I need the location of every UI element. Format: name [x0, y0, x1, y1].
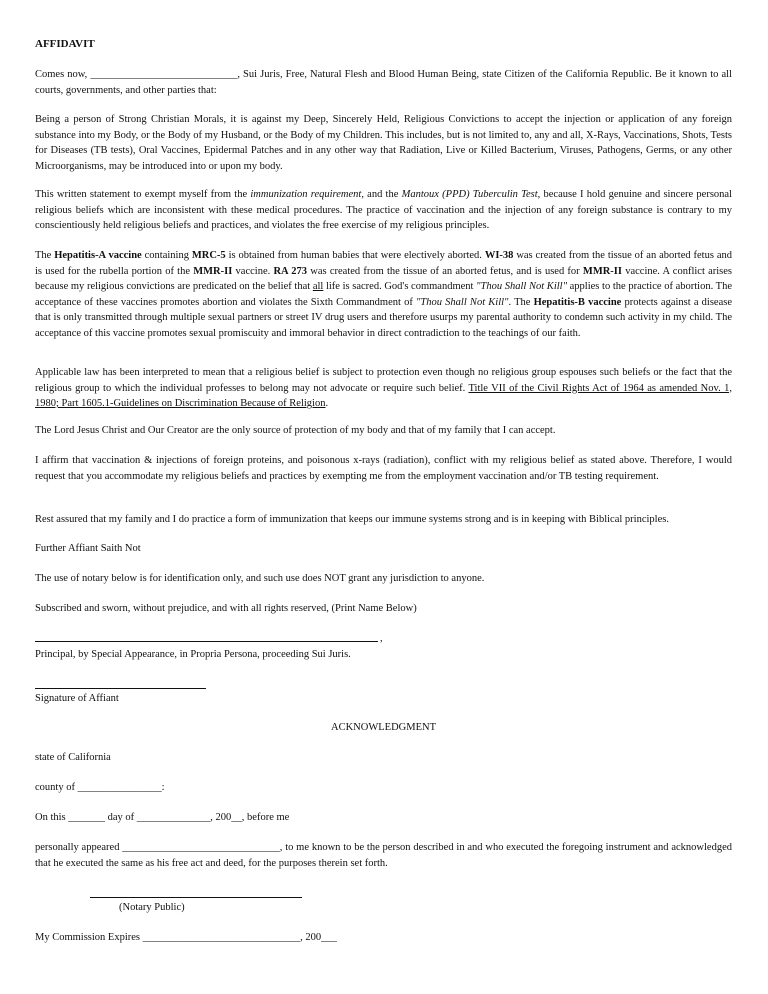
acknowledgment-heading: ACKNOWLEDGMENT [331, 722, 436, 733]
bold-mmr2: MMR-II [193, 265, 233, 277]
on-this-line: On this _______ day of ______________, 200__, before me [35, 812, 290, 823]
text: The [35, 250, 55, 261]
text: was created from the tissue of an aborted fetus and is used for the rubella portion of the [35, 250, 732, 277]
print-name-line [35, 641, 378, 642]
paragraph-vaccine-objection [35, 248, 732, 341]
text: vaccine. [232, 265, 274, 277]
text: Applicable law has been interpreted to mean that a religious belief is subject to protection even though no religious group espouses such beliefs or the fact that the religious group to which the individual professes to belong may not advocate or require such belief. [35, 367, 732, 394]
bold-ra273: RA 273 [273, 265, 308, 277]
text: applies to the practice of abortion. The acceptance of these vaccines promotes abortion and violates the Sixth Commandment of [35, 281, 732, 308]
bold-hepatitis-a: Hepatitis-A vaccine [54, 250, 142, 261]
bold-hepatitis-b: Hepatitis-B vaccine [533, 296, 622, 308]
paragraph-exemption-statement [35, 187, 732, 234]
paragraph-comes-now [35, 67, 732, 98]
text: . The [508, 296, 534, 308]
paragraph-notary-use: The use of notary below is for identification only, and such use does NOT grant any jurisdiction to anyone. [35, 573, 485, 584]
text: life is sacred. God's commandment [323, 281, 477, 292]
bold-mmr2: MMR-II [582, 265, 622, 277]
paragraph-subscribed: Subscribed and sworn, without prejudice, and with all rights reserved, (Print Name Below) [35, 603, 417, 614]
bold-mrc5: MRC-5 [191, 250, 226, 261]
underlined-all: all [312, 281, 324, 292]
further-affiant: Further Affiant Saith Not [35, 543, 141, 554]
underlined-title-vii-citation: Title VII of the Civil Rights Act of 1964 as amended Nov. 1, 1980; Part 1605.1-Guidelines on Discrimination Because of Religion [35, 382, 732, 409]
commission-expires-line: My Commission Expires ______________________________, 200___ [35, 932, 337, 943]
paragraph-lord-jesus: The Lord Jesus Christ and Our Creator are the only source of protection of my body and that of my family that I can accept. [35, 425, 556, 436]
state-line: state of California [35, 752, 111, 763]
comma: , [380, 633, 383, 644]
text: protects against a disease that is only transmitted through multiple sexual partners or street IV drug users and therefore usurps my parental authority to condemn such activity in my child. The acceptance of this vaccine promotes sexual promiscuity and immoral behavior in direct contradiction to the teachings of our faith. [35, 296, 732, 339]
italic-commandment: "Thou Shall Not Kill" [416, 296, 509, 308]
paragraph-rest-assured: Rest assured that my family and I do practice a form of immunization that keeps our immune systems strong and is in keeping with Biblical principles. [35, 514, 669, 525]
notary-signature-line [90, 897, 302, 898]
text: containing [141, 250, 192, 261]
paragraph-affirmation: I affirm that vaccination & injections of foreign proteins, and poisonous x-rays (radiation), conflict with my religious belief as stated above. Therefore, I would request that you accommodate my religious beliefs and practices by exempting me from the employment vaccination and/or TB testing requirement. [35, 455, 732, 482]
text: , and the [361, 189, 402, 200]
italic-immunization-requirement: immunization requirement [250, 189, 362, 200]
text: This written statement to exempt myself from the [35, 189, 251, 200]
personally-appeared-paragraph: personally appeared ______________________________, to me known to be the person described in and who executed the foregoing instrument and acknowledged that he executed the same as his free act and deed, for the purposes therein set forth. [35, 842, 732, 869]
principal-label: Principal, by Special Appearance, in Propria Persona, proceeding Sui Juris. [35, 649, 351, 660]
signature-of-affiant-label: Signature of Affiant [35, 693, 119, 704]
affiant-signature-line [35, 688, 206, 689]
notary-public-label: (Notary Public) [119, 902, 185, 913]
paragraph-christian-morals: Being a person of Strong Christian Morals, it is against my Deep, Sincerely Held, Religious Convictions to accept the injection or application of any foreign substance into my Body, or the Body of my Husband, or the Body of my Children. This includes, but is not limited to, any and all, X-Rays, Vaccinations, Shots, Tests for Diseases (TB tests), Oral Vaccines, Epidermal Patches and in any other way that Radiation, Live or Killed Bacterium, Viruses, Pathogens, Germs, or any other Microorganisms, may be introduced into or upon my body. [35, 114, 732, 172]
text: is obtained from human babies that were electively aborted. [225, 250, 485, 261]
italic-commandment: "Thou Shall Not Kill" [476, 281, 567, 292]
text: , because I hold genuine and sincere personal religious beliefs which are inconsistent with these medical procedures. The practice of vaccination and the injection of any foreign substance is contrary to my conscientiously held religious beliefs and practices, and violates the free exercise of my religious principles. [35, 189, 732, 231]
paragraph-applicable-law [35, 365, 732, 412]
document-title: AFFIDAVIT [35, 38, 95, 50]
county-line: county of ________________: [35, 782, 165, 793]
italic-mantoux-test: Mantoux (PPD) Tuberculin Test [401, 189, 538, 200]
text: . [325, 398, 329, 409]
comes-now-text: Comes now, ____________________________, Sui Juris, Free, Natural Flesh and Blood Human Being, state Citizen of the California Republic. Be it known to all courts, governments, and other parties that: [35, 69, 732, 96]
text: vaccine. A conflict arises because my religious convictions are predicated on the belief that [35, 265, 732, 292]
text: was created from the tissue of an aborted fetus, and is used for [307, 265, 583, 277]
bold-wi38: WI-38 [484, 250, 514, 261]
